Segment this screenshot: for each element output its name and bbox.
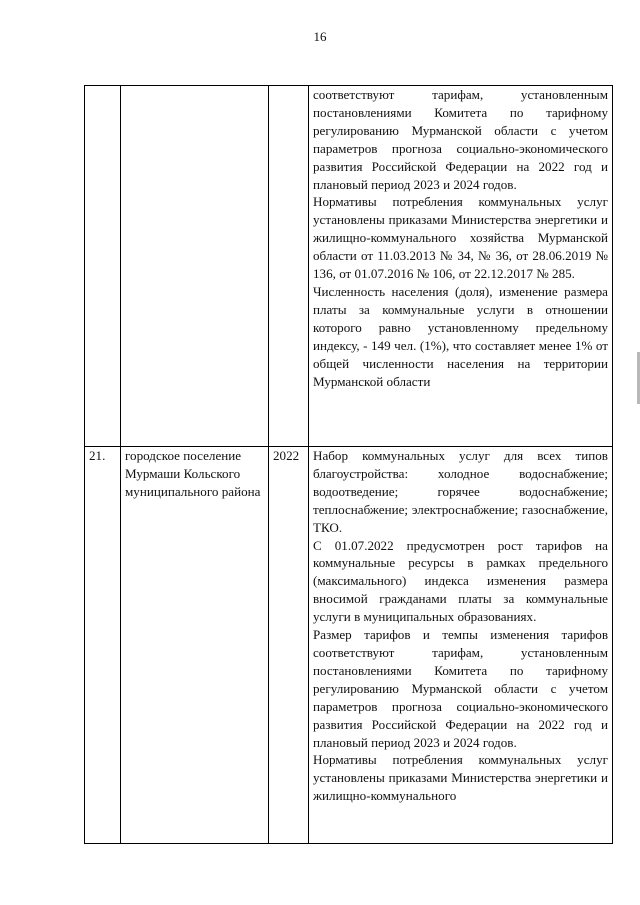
- year-cell: [269, 86, 309, 447]
- table-row-continuation: [85, 86, 613, 447]
- row-number-cell: [85, 86, 121, 447]
- municipal-tariff-table: [84, 85, 613, 844]
- year-cell: 2022: [269, 447, 309, 844]
- page-number: 16: [313, 29, 327, 44]
- description-paragraph: Набор коммунальных услуг для всех типов благоустройства: холодное водоснабжение; водоотведение; горячее водоснабжение; теплоснабжение; электроснабжение; газоснабжение, ТКО.: [313, 448, 608, 535]
- municipality-cell: городское поселение Мурмаши Кольского муниципального района: [121, 447, 269, 844]
- description-paragraph: С 01.07.2022 предусмотрен рост тарифов на коммунальные ресурсы в рамках предельного (максимального) индекса изменения размера вносимой гражданами платы за коммунальные услуги в муниципальных образованиях.: [313, 537, 608, 625]
- description-paragraph: Нормативы потребления коммунальных услуг установлены приказами Министерства энергетики и жилищно-коммунального хозяйства Мурманской области от 11.03.2013 № 34, № 36, от 28.06.2019 № 136, от 01.07.2016 № 106, от 22.12.2017 № 285.: [313, 194, 608, 282]
- description-cell: [309, 447, 613, 844]
- description-paragraph: Численность населения (доля), изменение размера платы за коммунальные услуги в отношении которого равно установленному предельному индексу, - 149 чел. (1%), что составляет менее 1% от общей численности населения на территории Мурманской области: [313, 283, 608, 389]
- description-paragraph: соответствуют тарифам, установленным постановлениями Комитета по тарифному регулированию Мурманской области с учетом параметров прогноза социально-экономического развития Российской Федерации на 2022 год и плановый период 2023 и 2024 годов.: [313, 87, 608, 192]
- municipality-cell: [121, 86, 269, 447]
- description-paragraph: Размер тарифов и темпы изменения тарифов соответствуют тарифам, установленным постановлениями Комитета по тарифному регулированию Мурманской области с учетом параметров прогноза социально-экономического развития Российской Федерации на 2022 год и плановый период 2023 и 2024 годов.: [313, 627, 608, 750]
- row-number-cell: 21.: [85, 447, 121, 844]
- description-paragraph: Нормативы потребления коммунальных услуг установлены приказами Министерства энергетики и жилищно-коммунального: [313, 752, 608, 804]
- table-row-21: [85, 447, 613, 844]
- description-cell: [309, 86, 613, 447]
